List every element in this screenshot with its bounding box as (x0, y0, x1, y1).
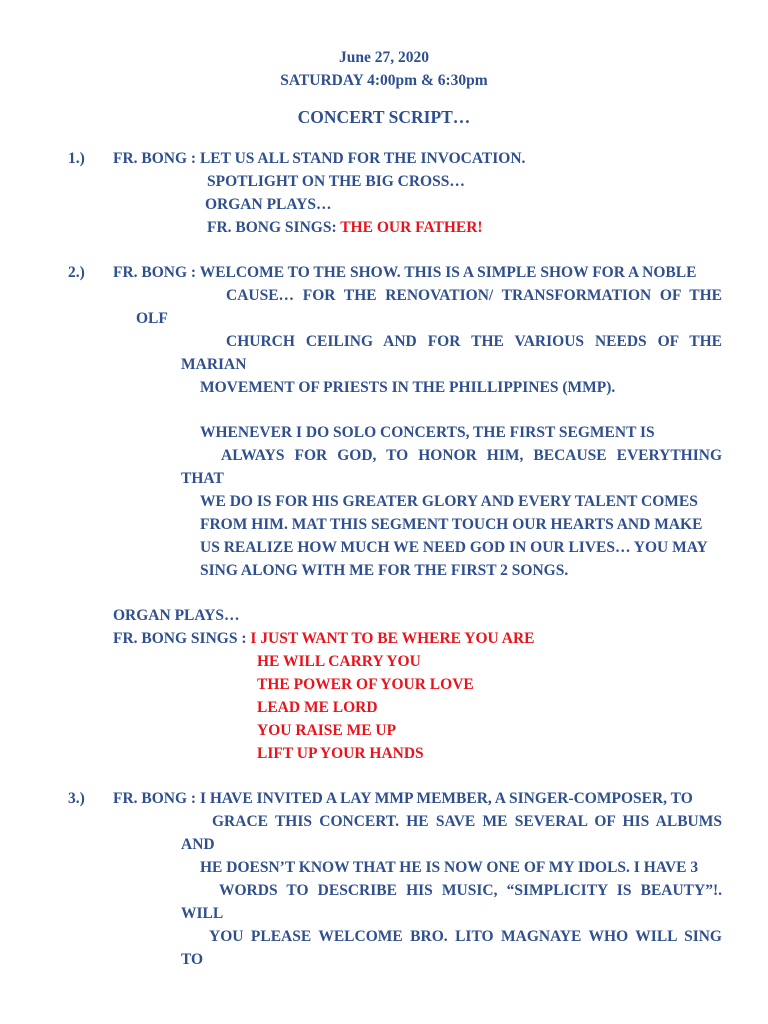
section-2-line: CAUSE… FOR THE RENOVATION/ TRANSFORMATION OF THE (226, 287, 722, 304)
song-title: THE OUR FATHER! (340, 219, 483, 236)
document-title: CONCERT SCRIPT… (297, 107, 471, 127)
section-3-line: WILL (181, 905, 224, 922)
section-1-sings-line (207, 218, 483, 238)
section-2-line: THAT (181, 470, 224, 487)
section-2-number: 2.) (68, 264, 85, 281)
organ-plays: ORGAN PLAYS… (113, 607, 240, 624)
section-3-line: AND (181, 836, 215, 853)
section-2-line: WE DO IS FOR HIS GREATER GLORY AND EVERY TALENT COMES (200, 493, 698, 510)
section-3-line: YOU PLEASE WELCOME BRO. LITO MAGNAYE WHO WILL SING (209, 928, 722, 945)
song-title: THE POWER OF YOUR LOVE (257, 676, 474, 693)
section-1-line: FR. BONG : LET US ALL STAND FOR THE INVOCATION. (113, 150, 526, 167)
song-title: HE WILL CARRY YOU (257, 653, 421, 670)
section-3-line: HE DOESN’T KNOW THAT HE IS NOW ONE OF MY IDOLS. I HAVE 3 (200, 859, 699, 876)
section-2-sings-line (113, 629, 535, 649)
document-date: June 27, 2020 (339, 49, 429, 66)
section-3-line: TO (181, 951, 204, 968)
section-2-line: FROM HIM. MAT THIS SEGMENT TOUCH OUR HEARTS AND MAKE (200, 516, 703, 533)
section-3-line: GRACE THIS CONCERT. HE SAVE ME SEVERAL OF HIS ALBUMS (212, 813, 722, 830)
section-3-line: WORDS TO DESCRIBE HIS MUSIC, “SIMPLICITY IS BEAUTY”!. (219, 882, 722, 899)
song-title: I JUST WANT TO BE WHERE YOU ARE (250, 630, 535, 647)
section-2-line: MARIAN (181, 356, 247, 373)
section-2-line: WHENEVER I DO SOLO CONCERTS, THE FIRST SEGMENT IS (200, 424, 655, 441)
section-2-line: ALWAYS FOR GOD, TO HONOR HIM, BECAUSE EVERYTHING (221, 447, 722, 464)
section-2-line: OLF (136, 310, 168, 327)
section-1-number: 1.) (68, 150, 85, 167)
song-title: LEAD ME LORD (257, 699, 378, 716)
section-3-number: 3.) (68, 790, 85, 807)
song-title: LIFT UP YOUR HANDS (257, 745, 424, 762)
section-1-line: ORGAN PLAYS… (205, 196, 332, 213)
section-2-line: FR. BONG : WELCOME TO THE SHOW. THIS IS A SIMPLE SHOW FOR A NOBLE (113, 264, 697, 281)
section-3-line: FR. BONG : I HAVE INVITED A LAY MMP MEMBER, A SINGER-COMPOSER, TO (113, 790, 693, 807)
document-schedule: SATURDAY 4:00pm & 6:30pm (280, 72, 488, 89)
section-2-line: SING ALONG WITH ME FOR THE FIRST 2 SONGS. (200, 562, 569, 579)
sings-prefix: FR. BONG SINGS: (207, 219, 341, 236)
section-2-line: MOVEMENT OF PRIESTS IN THE PHILLIPPINES (MMP). (200, 379, 616, 396)
section-2-line: CHURCH CEILING AND FOR THE VARIOUS NEEDS OF THE (226, 333, 722, 350)
section-1-line: SPOTLIGHT ON THE BIG CROSS… (207, 173, 465, 190)
song-title: YOU RAISE ME UP (257, 722, 397, 739)
section-2-line: US REALIZE HOW MUCH WE NEED GOD IN OUR LIVES… YOU MAY (200, 539, 708, 556)
sings-prefix: FR. BONG SINGS : (113, 630, 251, 647)
